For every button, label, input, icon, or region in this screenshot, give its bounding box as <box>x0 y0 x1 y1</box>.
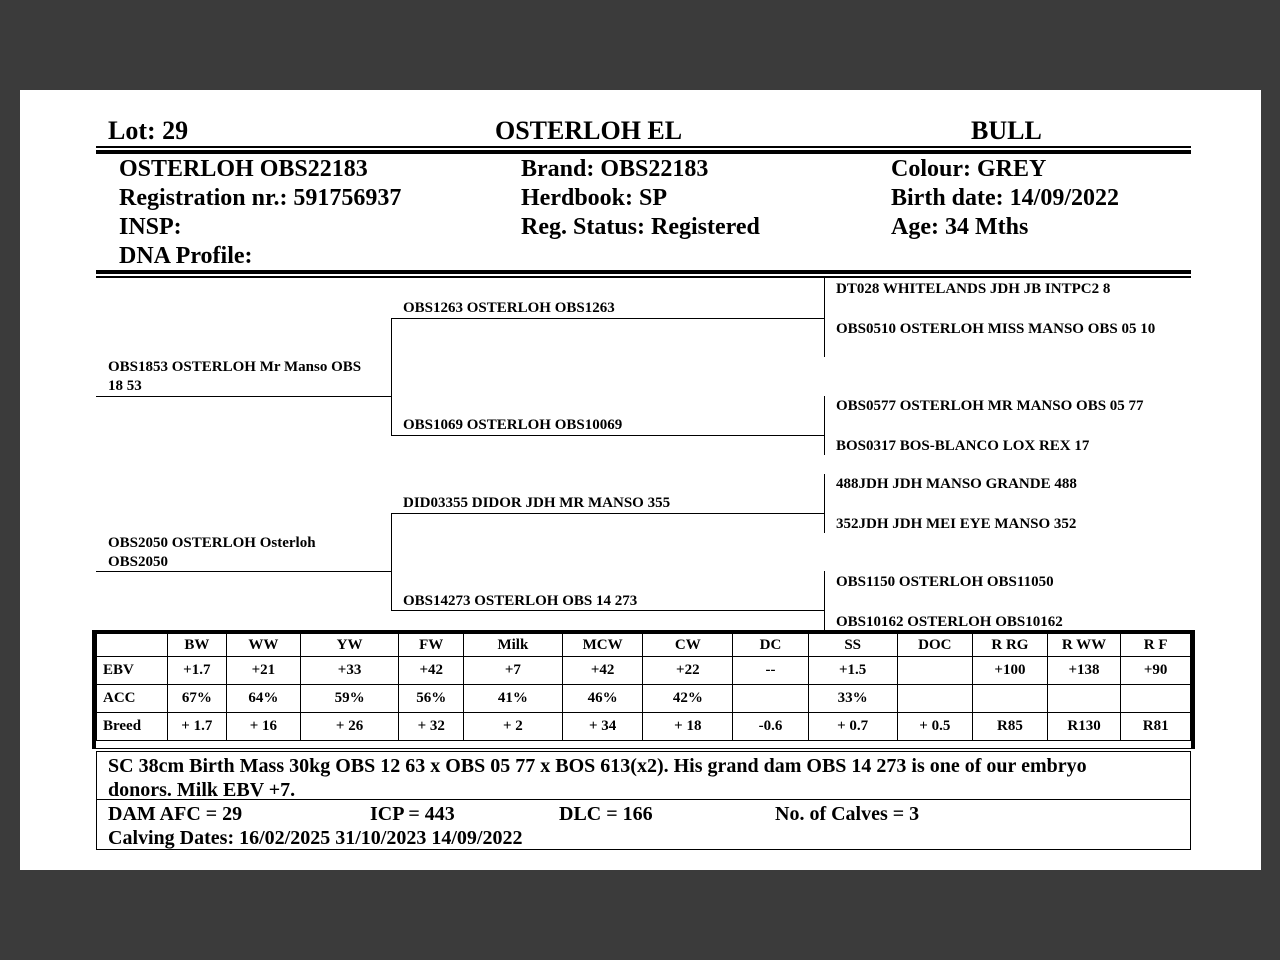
ped-sire-dam: OBS1069 OSTERLOH OBS10069 <box>403 417 623 433</box>
breed-row-label: Breed <box>97 713 168 741</box>
ebv-row <box>97 657 1191 685</box>
ped-line-sire <box>96 396 391 397</box>
acc-cell <box>733 685 809 713</box>
ped-dd-sire: OBS1150 OSTERLOH OBS11050 <box>836 574 1054 590</box>
ped-dam: OBS2050 OSTERLOH Osterloh OBS2050 <box>108 535 316 570</box>
ped-ds-dam: 352JDH JDH MEI EYE MANSO 352 <box>836 516 1077 532</box>
ebv-header-cell: YW <box>300 634 399 657</box>
ebv-cell: +90 <box>1121 657 1191 685</box>
info-rule-thick <box>96 270 1191 274</box>
ebv-header-cell: R F <box>1121 634 1191 657</box>
ped-bracket-ss <box>824 278 825 357</box>
ped-dam-dam: OBS14273 OSTERLOH OBS 14 273 <box>403 593 638 609</box>
ebv-header-row <box>97 634 1191 657</box>
breed-cell: + 26 <box>300 713 399 741</box>
ped-ss-dam: OBS0510 OSTERLOH MISS MANSO OBS 05 10 <box>836 321 1156 337</box>
ped-sd-dam: BOS0317 BOS-BLANCO LOX REX 17 <box>836 438 1090 454</box>
acc-row <box>97 685 1191 713</box>
ebv-header-cell: DC <box>733 634 809 657</box>
ped-line-ss <box>391 318 824 319</box>
dam-icp: ICP = 443 <box>370 803 455 825</box>
dam-afc: DAM AFC = 29 <box>108 803 243 825</box>
ebv-table <box>96 633 1191 741</box>
info-dna-profile: DNA Profile: <box>119 243 253 269</box>
lot-label: Lot: 29 <box>108 116 189 145</box>
ebv-cell: +21 <box>227 657 301 685</box>
breed-row <box>97 713 1191 741</box>
header-rule-thin <box>96 146 1191 148</box>
info-rule-thin <box>96 276 1191 278</box>
dam-calves: No. of Calves = 3 <box>775 803 920 825</box>
info-reg-status: Reg. Status: Registered <box>521 214 760 240</box>
ped-bracket-sire <box>391 318 392 435</box>
breed-cell: + 1.7 <box>167 713 226 741</box>
breed-cell: R130 <box>1047 713 1121 741</box>
acc-cell <box>1047 685 1121 713</box>
breed-cell: R85 <box>973 713 1048 741</box>
catalogue-sheet <box>20 90 1261 870</box>
acc-cell: 59% <box>300 685 399 713</box>
ped-sire: OBS1853 OSTERLOH Mr Manso OBS 18 53 <box>108 359 362 394</box>
ped-sd-sire: OBS0577 OSTERLOH MR MANSO OBS 05 77 <box>836 398 1144 414</box>
ebv-row-label: EBV <box>97 657 168 685</box>
breed-cell: + 0.5 <box>897 713 973 741</box>
breed-cell: + 32 <box>399 713 464 741</box>
ped-line-ds <box>391 513 824 514</box>
ebv-cell: +42 <box>399 657 464 685</box>
ebv-header-cell: DOC <box>897 634 973 657</box>
animal-sex: BULL <box>971 116 1042 145</box>
ebv-header-cell: Milk <box>463 634 562 657</box>
ebv-header-cell: R RG <box>973 634 1048 657</box>
acc-cell: 33% <box>808 685 897 713</box>
header-rule-thick <box>96 150 1191 154</box>
ebv-cell: +22 <box>643 657 733 685</box>
ebv-cell: +138 <box>1047 657 1121 685</box>
dam-calving-dates: Calving Dates: 16/02/2025 31/10/2023 14/09/2022 <box>108 827 523 849</box>
breed-cell: + 16 <box>227 713 301 741</box>
breed-cell: R81 <box>1121 713 1191 741</box>
ebv-cell: +42 <box>562 657 643 685</box>
dam-dlc: DLC = 166 <box>559 803 653 825</box>
acc-cell: 64% <box>227 685 301 713</box>
acc-cell <box>973 685 1048 713</box>
acc-cell <box>897 685 973 713</box>
ebv-header-cell: BW <box>167 634 226 657</box>
ebv-cell: -- <box>733 657 809 685</box>
breed-cell: -0.6 <box>733 713 809 741</box>
acc-cell: 46% <box>562 685 643 713</box>
info-registration: Registration nr.: 591756937 <box>119 185 402 211</box>
breed-cell: + 2 <box>463 713 562 741</box>
info-brand: Brand: OBS22183 <box>521 156 709 182</box>
ped-bracket-dam <box>391 513 392 610</box>
notes-line-2: donors. Milk EBV +7. <box>108 779 296 801</box>
ebv-cell: +33 <box>300 657 399 685</box>
ebv-header-cell: WW <box>227 634 301 657</box>
acc-cell: 41% <box>463 685 562 713</box>
acc-row-label: ACC <box>97 685 168 713</box>
ebv-cell: +100 <box>973 657 1048 685</box>
info-name-id: OSTERLOH OBS22183 <box>119 156 368 182</box>
ped-bracket-sd <box>824 396 825 455</box>
info-age: Age: 34 Mths <box>891 214 1029 240</box>
acc-cell: 42% <box>643 685 733 713</box>
ped-bracket-dd <box>824 571 825 631</box>
breed-cell: + 18 <box>643 713 733 741</box>
ebv-header-cell: CW <box>643 634 733 657</box>
ped-bracket-ds <box>824 474 825 533</box>
info-insp: INSP: <box>119 214 182 240</box>
ebv-header-cell: R WW <box>1047 634 1121 657</box>
ped-ss-sire: DT028 WHITELANDS JDH JB INTPC2 8 <box>836 281 1111 297</box>
notes-line-1: SC 38cm Birth Mass 30kg OBS 12 63 x OBS 05 77 x BOS 613(x2). His grand dam OBS 14 273 is one of our embryo <box>108 755 1087 777</box>
info-colour: Colour: GREY <box>891 156 1047 182</box>
ped-ds-sire: 488JDH JDH MANSO GRANDE 488 <box>836 476 1077 492</box>
acc-cell <box>1121 685 1191 713</box>
info-herdbook: Herdbook: SP <box>521 185 668 211</box>
ebv-header-cell <box>97 634 168 657</box>
ebv-cell: +1.5 <box>808 657 897 685</box>
ebv-cell <box>897 657 973 685</box>
ped-sire-sire: OBS1263 OSTERLOH OBS1263 <box>403 300 615 316</box>
ebv-cell: +7 <box>463 657 562 685</box>
ped-dam-sire: DID03355 DIDOR JDH MR MANSO 355 <box>403 495 671 511</box>
ebv-cell: +1.7 <box>167 657 226 685</box>
dam-stats-box <box>96 799 1191 850</box>
ebv-header-cell: MCW <box>562 634 643 657</box>
ped-line-sd <box>391 435 824 436</box>
info-birth-date: Birth date: 14/09/2022 <box>891 185 1119 211</box>
animal-name: OSTERLOH EL <box>495 116 683 145</box>
acc-cell: 56% <box>399 685 464 713</box>
breed-cell: + 34 <box>562 713 643 741</box>
acc-cell: 67% <box>167 685 226 713</box>
breed-cell: + 0.7 <box>808 713 897 741</box>
ebv-header-cell: SS <box>808 634 897 657</box>
ped-dd-dam: OBS10162 OSTERLOH OBS10162 <box>836 614 1063 630</box>
notes-box <box>96 751 1191 800</box>
ebv-header-cell: FW <box>399 634 464 657</box>
